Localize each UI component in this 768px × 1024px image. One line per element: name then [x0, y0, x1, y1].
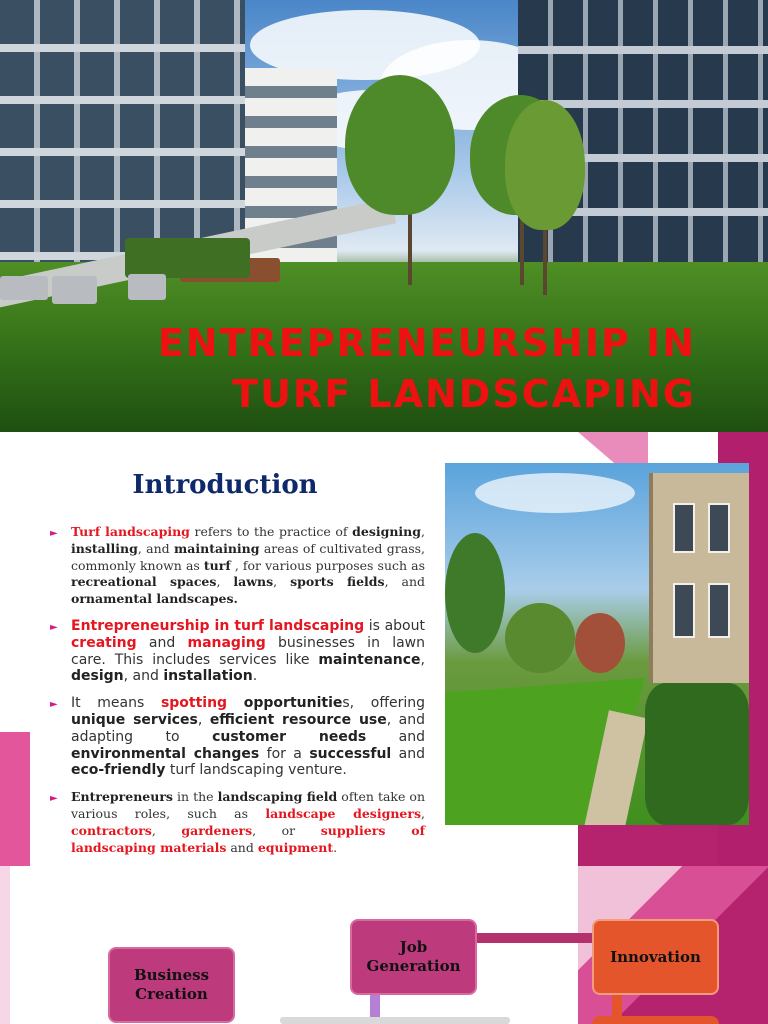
- bullet-text: often take on various roles, such as: [71, 789, 425, 821]
- node-job-generation: [350, 919, 477, 995]
- bullet-text: efficient resource use: [209, 711, 387, 728]
- connector-line: [370, 995, 380, 1017]
- bullet-text: , and: [384, 574, 426, 590]
- bullet-text: , for various purposes such as: [230, 557, 425, 573]
- bullet-text: is about: [364, 617, 425, 634]
- node-label: Business Creation: [133, 966, 210, 1003]
- bullet-text: ,: [273, 574, 291, 590]
- window: [708, 583, 730, 638]
- bullet-item: [50, 524, 425, 608]
- bullet-text: environmental changes: [71, 745, 260, 762]
- bullet-text: It means: [71, 695, 161, 712]
- bullet-text: installing: [71, 540, 138, 556]
- cloud: [475, 473, 635, 513]
- section-heading: Introduction: [132, 470, 318, 500]
- bullet-text: Turf landscaping: [71, 524, 190, 539]
- bullet-item: [50, 618, 425, 685]
- connector-line: [280, 1017, 510, 1024]
- bullet-arrow-icon: ►: [50, 621, 58, 633]
- bullet-text: for a: [259, 745, 310, 762]
- house: [649, 473, 749, 683]
- bullet-text: and: [226, 839, 258, 855]
- bullet-text: landscape designers: [265, 805, 422, 821]
- window: [673, 583, 695, 638]
- tree: [505, 100, 585, 230]
- node-label: Job Generation: [366, 938, 461, 975]
- bullet-text: ,: [421, 805, 425, 821]
- title-line-1: ENTREPRENEURSHIP IN: [157, 321, 696, 365]
- bullet-text: ,: [151, 822, 182, 838]
- bullet-text: s, offering: [342, 695, 426, 712]
- bullet-text: maintenance: [318, 651, 421, 668]
- bullet-text: managing: [187, 634, 266, 651]
- bullet-text: and: [136, 634, 188, 651]
- bullet-item: [50, 789, 425, 856]
- bullet-arrow-icon: ►: [50, 793, 58, 805]
- tree: [445, 533, 505, 653]
- connector-line: [612, 995, 622, 1017]
- bullet-text: .: [252, 668, 258, 685]
- bullet-text: contractors: [71, 822, 152, 838]
- bullet-text: in the: [172, 789, 218, 805]
- bullet-text: ,: [197, 711, 210, 728]
- bullet-text: businesses in lawn care. This includes services like: [71, 634, 425, 668]
- bullet-text: installation: [163, 668, 253, 685]
- decorative-band: [0, 866, 10, 1024]
- tree: [575, 613, 625, 673]
- bullet-text: turf landscaping venture.: [165, 762, 347, 779]
- bullet-text: creating: [71, 634, 137, 651]
- presentation-title: [76, 318, 696, 420]
- bullet-text: eco-friendly: [71, 762, 166, 779]
- planter: [52, 276, 97, 304]
- bullet-text: , or: [252, 822, 321, 838]
- bullet-arrow-icon: ►: [50, 528, 58, 539]
- window: [673, 503, 695, 553]
- bullet-text: landscaping field: [217, 789, 338, 805]
- bullet-text: successful: [309, 745, 392, 762]
- node-label: Innovation: [610, 947, 701, 966]
- bullet-text: unique services: [71, 711, 198, 728]
- window: [708, 503, 730, 553]
- bullet-text: and: [391, 745, 425, 762]
- bullet-text: maintaining: [174, 540, 260, 556]
- bullet-text: turf: [203, 557, 231, 573]
- hedge: [125, 238, 250, 278]
- bullet-text: ornamental landscapes.: [71, 591, 238, 607]
- bullet-text: equipment: [257, 839, 334, 855]
- bullet-text: [227, 695, 244, 711]
- planter: [128, 274, 166, 300]
- tree: [505, 603, 575, 673]
- bullet-text: Entrepreneurship in turf landscaping: [71, 617, 365, 634]
- bullet-text: ,: [421, 524, 425, 539]
- bullet-text: , and: [123, 668, 164, 685]
- title-line-2: TURF LANDSCAPING: [232, 372, 696, 416]
- bullet-text: Entrepreneurs: [71, 789, 173, 805]
- bullet-text: areas of cultivated grass, commonly known as: [71, 540, 425, 573]
- bullet-text: ,: [216, 574, 234, 590]
- bullet-text: designing: [352, 524, 422, 539]
- tree: [345, 75, 455, 215]
- bullet-item: [50, 695, 425, 779]
- bullet-text: sports fields: [290, 574, 385, 590]
- bullet-list: [50, 524, 425, 856]
- bullet-text: customer needs: [212, 728, 367, 745]
- bullet-text: lawns: [233, 574, 274, 590]
- diagram-slide: [0, 866, 768, 1024]
- bullet-text: design: [71, 668, 124, 685]
- garden-photo: [445, 463, 749, 825]
- bullet-text: suppliers of landscaping materials: [71, 822, 426, 855]
- shrubs: [645, 683, 749, 825]
- bullet-text: , and: [137, 540, 175, 556]
- bullet-text: , and adapting to: [71, 711, 426, 745]
- bullet-arrow-icon: ►: [50, 699, 58, 711]
- title-slide: [0, 0, 768, 432]
- bullet-text: .: [333, 839, 338, 855]
- introduction-slide: [0, 432, 768, 866]
- connector-line: [477, 933, 592, 943]
- node-innovation: [592, 919, 719, 995]
- bullet-text: refers to the practice of: [189, 524, 353, 539]
- bullet-text: recreational spaces: [71, 574, 217, 590]
- planter: [0, 276, 48, 300]
- node-business-creation: [108, 947, 235, 1023]
- bullet-text: spotting: [160, 695, 228, 712]
- bullet-text: gardeners: [181, 822, 253, 838]
- bullet-text: and: [366, 728, 425, 745]
- decorative-bar: [0, 732, 30, 866]
- bullet-text: ,: [420, 651, 425, 668]
- bullet-text: opportunitie: [243, 695, 343, 712]
- node-partial: [592, 1016, 719, 1024]
